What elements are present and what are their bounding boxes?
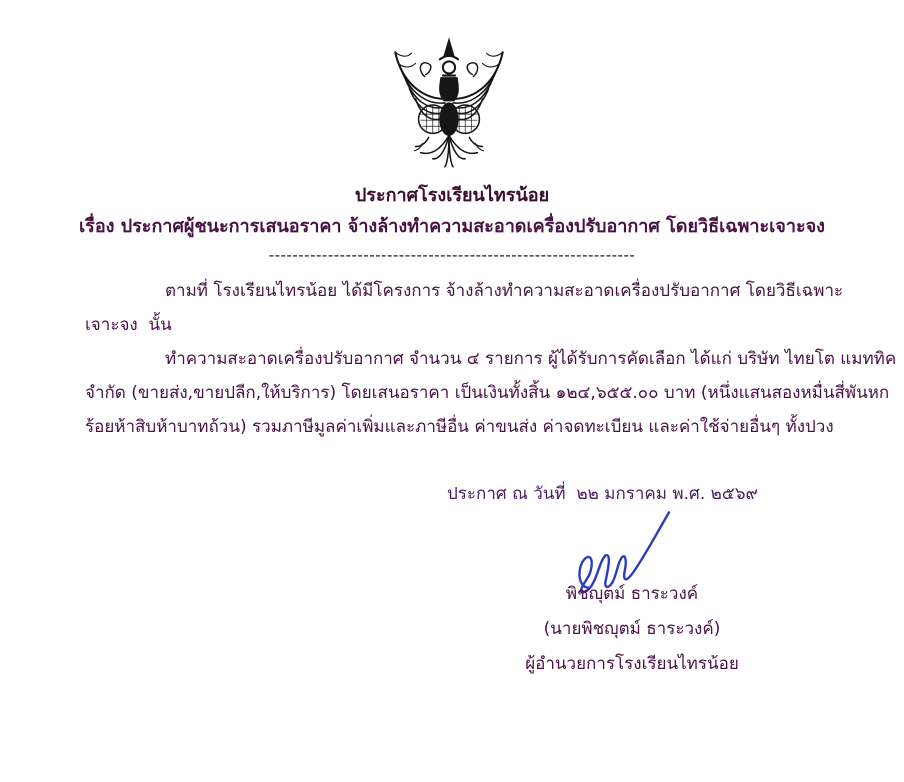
document-body (85, 274, 897, 444)
document-title: ประกาศโรงเรียนไทรน้อย (354, 185, 550, 206)
signer-name-parenthesized: (นายพิชญุตม์ ธาระวงค์) (543, 619, 721, 639)
body-line-5: ร้อยห้าสิบห้าบาทถ้วน) รวมภาษีมูลค่าเพิ่มและภาษีอื่น ค่าขนส่ง ค่าจดทะเบียน และค่าใช้จ่ายอื่นๆ ทั้งปวง (85, 417, 834, 437)
body-line-4: จำกัด (ขายส่ง,ขายปลีก,ให้บริการ) โดยเสนอราคา เป็นเงินทั้งสิ้น ๑๒๔,๖๕๕.๐๐ บาท (หนึ่งแสนสองหมื่นสี่พันหก (85, 383, 890, 403)
garuda-emblem-icon (388, 36, 510, 178)
dashed-divider: -------------------------------------------------------------- (268, 246, 636, 264)
signer-name: พิชญุตม์ ธาระวงค์ (565, 584, 699, 604)
announcement-date: ประกาศ ณ วันที่ ๒๒ มกราคม พ.ศ. ๒๕๖๙ (447, 484, 758, 504)
document-subject: เรื่อง ประกาศผู้ชนะการเสนอราคา จ้างล้างทำความสะอาดเครื่องปรับอากาศ โดยวิธีเฉพาะเจาะจง (79, 216, 825, 237)
body-line-2: เจาะจง นั้น (85, 315, 172, 335)
body-line-1: ตามที่ โรงเรียนไทรน้อย ได้มีโครงการ จ้างล้างทำความสะอาดเครื่องปรับอากาศ โดยวิธีเฉพาะ (165, 281, 844, 301)
body-line-3: ทำความสะอาดเครื่องปรับอากาศ จำนวน ๔ รายการ ผู้ได้รับการคัดเลือก ได้แก่ บริษัท ไทยโต แมททิค (165, 349, 897, 369)
signer-position: ผู้อำนวยการโรงเรียนไทรน้อย (525, 654, 739, 674)
